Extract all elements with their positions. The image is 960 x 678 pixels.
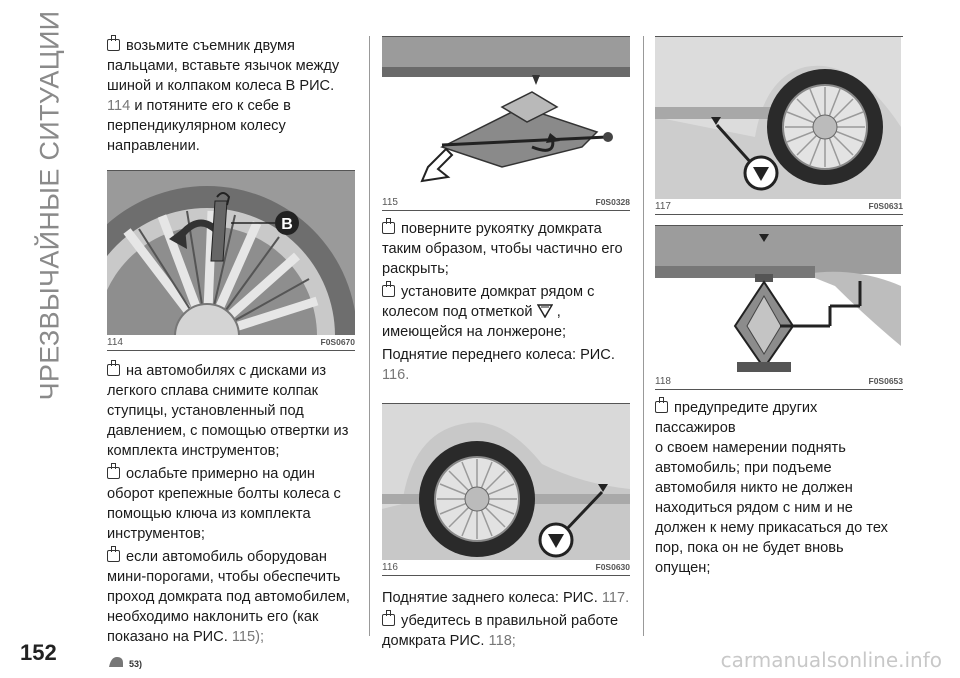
hand-warning-icon [107, 653, 125, 669]
checkbox-bullet-icon [382, 222, 395, 234]
paragraph: ослабьте примерно на один оборот крепежные болты колеса с помощью ключа из комплекта инструментов; [107, 466, 341, 542]
checkbox-bullet-icon [382, 614, 395, 626]
figure-116 [382, 403, 630, 576]
jack-illustration [382, 37, 630, 195]
paragraph: Поднятие заднего колеса: РИС. 117. [382, 590, 630, 606]
warning-reference: 53) [107, 653, 355, 669]
jack-operation-illustration [655, 226, 901, 374]
checkbox-bullet-icon [107, 467, 120, 479]
checkbox-bullet-icon [107, 39, 120, 51]
figure-115 [382, 36, 630, 211]
checkbox-bullet-icon [107, 550, 120, 562]
column-3 [655, 36, 901, 581]
front-wheel-lift-illustration [382, 404, 630, 560]
paragraph: на автомобилях с дисками из легкого сплава снимите колпак ступицы, установленный под давлением, с помощью отвертки из комплекта инструментов; [107, 363, 349, 459]
figure-marker-b: B [281, 216, 293, 233]
figure-118 [655, 225, 903, 390]
figure-114 [107, 170, 355, 351]
paragraph: возьмите съемник двумя пальцами, вставьте язычок между шиной и колпаком колеса B РИС. 114 и потяните его к себе в перпендикулярном колесу направлении. [107, 38, 340, 154]
figure-caption: 116 F0S0630 [382, 560, 630, 576]
page-number: 152 [20, 640, 57, 665]
column-divider [369, 36, 370, 636]
paragraph: убедитесь в правильной работе домкрата РИС. 118; [382, 613, 619, 649]
checkbox-bullet-icon [382, 285, 395, 297]
paragraph: установите домкрат рядом с колесом под отметкой , имеющейся на лонжероне; [382, 284, 595, 340]
column-2 [382, 36, 630, 654]
column-1 [107, 36, 355, 669]
paragraph: предупредите других пассажиров о своем намерении поднять автомобиль; при подъеме автомобиля никто не должен находиться рядом с ним и не должен к нему прикасаться до тех пор, пока он не будет вновь опущен; [655, 400, 888, 576]
rear-wheel-lift-illustration [655, 37, 901, 199]
figure-caption: 114 F0S0670 [107, 335, 355, 351]
wheel-hubcap-illustration [107, 171, 355, 335]
checkbox-bullet-icon [107, 364, 120, 376]
paragraph: поверните рукоятку домкрата таким образом, чтобы частично его раскрыть; [382, 221, 623, 277]
paragraph: если автомобиль оборудован мини-порогами, чтобы обеспечить проход домкрата под автомобилем, необходимо наклонить его (как показано на РИС. 115); [107, 549, 350, 645]
checkbox-bullet-icon [655, 401, 668, 413]
jack-point-mark-icon [537, 304, 553, 318]
figure-caption: 118 F0S0653 [655, 374, 903, 390]
paragraph: Поднятие переднего колеса: РИС. 116. [382, 347, 615, 383]
section-title: ЧРЕЗВЫЧАЙНЫЕ СИТУАЦИИ [34, 10, 65, 400]
column-divider [643, 36, 644, 636]
figure-117 [655, 36, 903, 215]
figure-caption: 115 F0S0328 [382, 195, 630, 211]
figure-caption: 117 F0S0631 [655, 199, 903, 215]
watermark: carmanualsonline.info [720, 648, 942, 672]
